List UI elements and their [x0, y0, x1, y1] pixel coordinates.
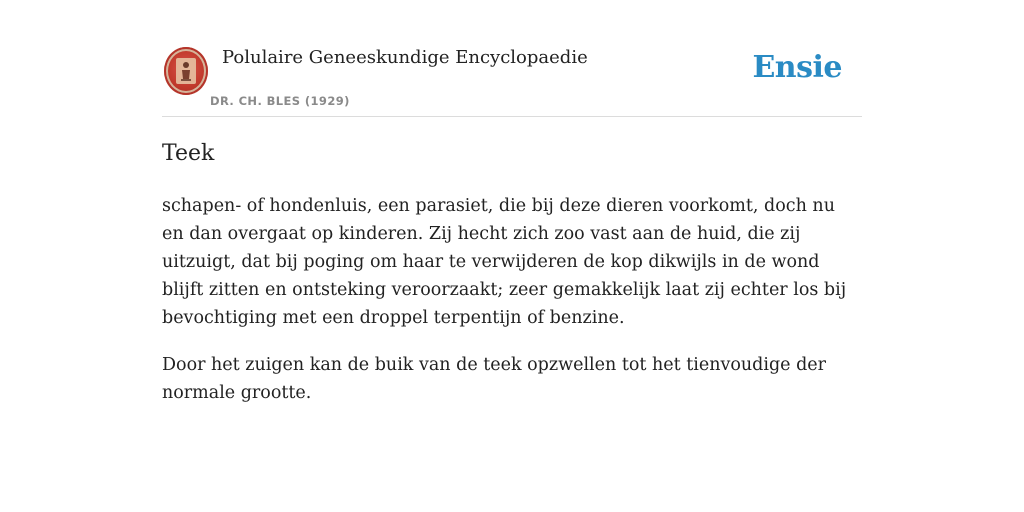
book-author: DR. CH. BLES (1929)	[210, 94, 350, 108]
encyclopedia-cover-logo-icon[interactable]	[164, 47, 208, 95]
book-title[interactable]: Polulaire Geneeskundige Encyclopaedie	[222, 47, 588, 68]
brand-logo[interactable]: Ensie	[752, 50, 842, 85]
entry-paragraph: schapen- of hondenluis, een parasiet, die bij deze dieren voorkomt, doch nu en dan overgaat op kinderen. Zij hecht zich zoo vast aan de huid, die zij uitzuigt, dat bij poging om haar te verwijderen de kop dikwijls in de wond blijft zitten en ontsteking veroorzaakt; zeer gemakkelijk laat zij echter los bij bevochtiging met een droppel terpentijn of benzine.	[162, 196, 847, 328]
header	[162, 0, 862, 117]
entry-body	[162, 192, 862, 426]
logo-figure-icon	[164, 47, 208, 95]
page-container	[162, 0, 862, 403]
entry-title: Teek	[162, 141, 215, 166]
entry-paragraph: Door het zuigen kan de buik van de teek opzwellen tot het tienvoudige der normale grootte.	[162, 355, 827, 403]
